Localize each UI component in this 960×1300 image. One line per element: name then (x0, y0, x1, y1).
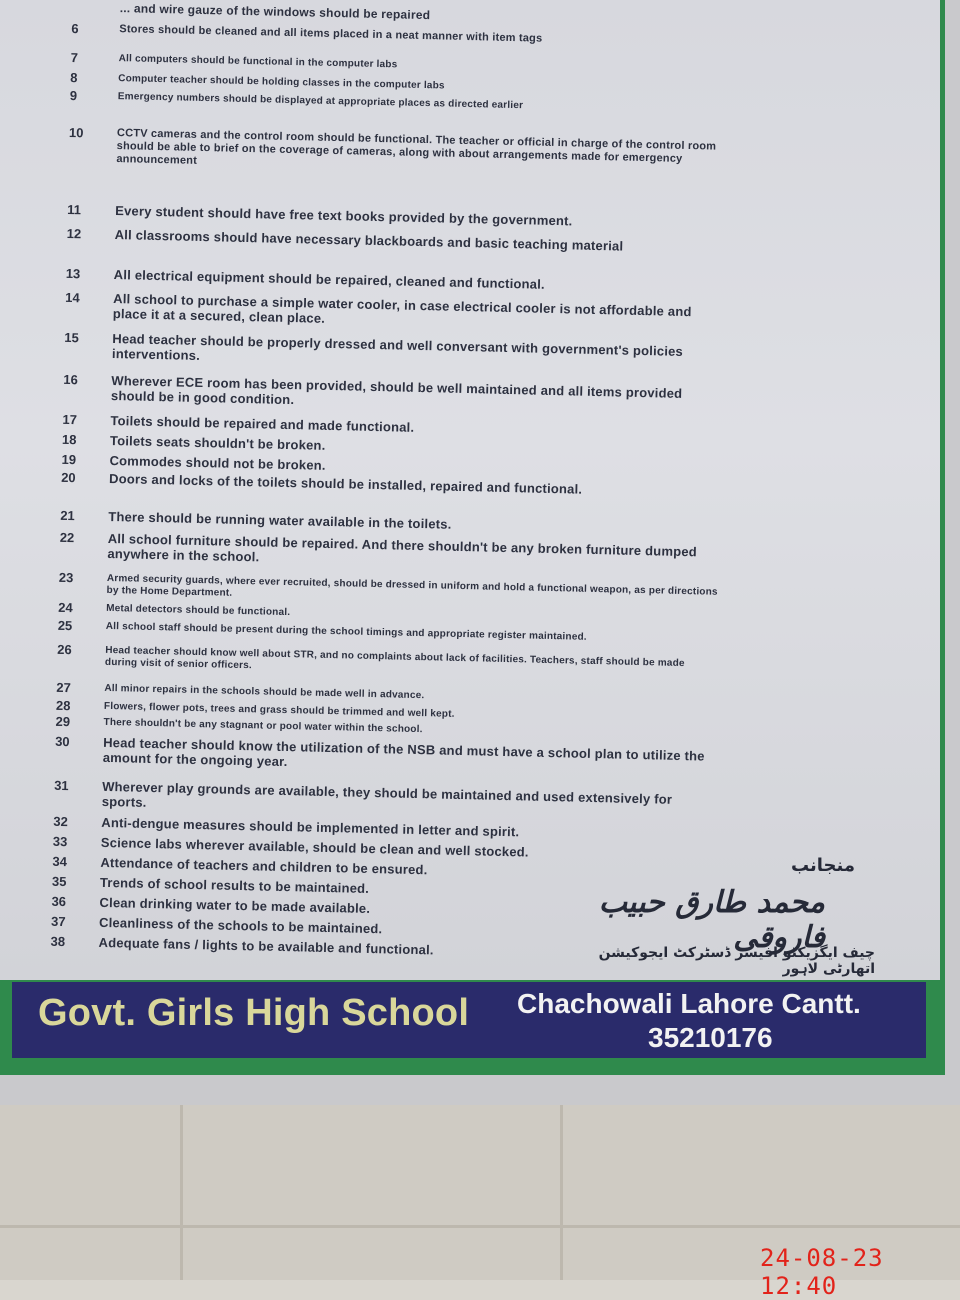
rule-item (65, 290, 726, 335)
rule-number: 13 (65, 265, 81, 282)
signature-from: منجانب (790, 855, 855, 876)
camera-timestamp: 24-08-23 12:40 (760, 1244, 884, 1300)
rule-text: Armed security guards, where ever recruited, should be dressed in uniform and hold a functional weapon, as per directions by the Home Department. (106, 572, 718, 599)
rule-text: Adequate fans / lights to be available and functional. (98, 934, 434, 958)
rule-number: 23 (58, 569, 74, 586)
rule-text: There shouldn't be any stagnant or pool water within the school. (103, 716, 423, 736)
rule-text: Trends of school results to be maintained. (99, 874, 370, 896)
school-name: Govt. Girls High School (38, 992, 470, 1034)
rule-text: Stores should be cleaned and all items placed in a neat manner with item tags (119, 23, 543, 45)
rule-item (68, 126, 729, 180)
rule-item (57, 641, 717, 683)
rule-number: 32 (53, 813, 68, 830)
rule-number: 22 (59, 529, 75, 546)
school-location: Chachowali Lahore Cantt. (517, 988, 861, 1019)
tile-grout (560, 1105, 563, 1280)
rule-text: There should be running water available in the toilets. (108, 508, 452, 532)
rule-text: Clean drinking water to be made available. (99, 894, 371, 916)
rule-text: Head teacher should be properly dressed and well conversant with government's policies interventions. (111, 331, 684, 363)
rule-text: Computer teacher should be holding classes in the computer labs (118, 73, 445, 92)
rule-number: 27 (56, 679, 72, 696)
rule-text: All school to purchase a simple water cooler, in case electrical cooler is not affordable and place it at a secured, clean place. (112, 291, 692, 326)
rule-text: Anti-dengue measures should be implemented in letter and spirit. (101, 814, 520, 840)
rule-number (72, 0, 120, 15)
rule-item (59, 530, 720, 575)
rule-text: Metal detectors should be functional. (106, 602, 291, 619)
rule-text: All school staff should be present during the school timings and appropriate register maintained. (105, 620, 587, 643)
rule-text: Head teacher should know the utilization of the NSB and must have a school plan to utilize the amount for the ongoing year. (102, 734, 705, 770)
rule-number: 8 (70, 69, 78, 86)
rule-item (64, 330, 725, 375)
rule-number: 30 (55, 733, 70, 750)
rule-number: 12 (66, 225, 82, 242)
rule-number: 16 (63, 371, 79, 388)
rule-text: ... and wire gauze of the windows should be repaired (119, 1, 431, 23)
rule-number: 15 (64, 329, 79, 346)
rule-text: Attendance of teachers and children to be ensured. (100, 854, 428, 878)
rule-number: 26 (57, 641, 72, 658)
school-phone: 35210176 (648, 1022, 773, 1053)
rule-text: All electrical equipment should be repaired, cleaned and functional. (113, 267, 545, 292)
tile-grout (180, 1105, 183, 1280)
rule-number: 25 (57, 617, 73, 634)
rule-text: Wherever ECE room has been provided, should be well maintained and all items provided should be in good condition. (110, 372, 683, 408)
rule-text: Flowers, flower pots, trees and grass should be trimmed and well kept. (103, 700, 455, 720)
rule-number: 33 (52, 833, 68, 850)
rule-text: CCTV cameras and the control room should be functional. The teacher or official in charge of the control room should be able to brief on the coverage of cameras, along with about arrangements made for emergency announcement (116, 127, 717, 167)
rule-number: 14 (65, 289, 80, 306)
rule-number: 6 (71, 20, 79, 37)
tile-grout (0, 1225, 960, 1228)
rule-item (67, 226, 727, 256)
rule-number: 19 (61, 451, 77, 468)
rule-number: 10 (68, 124, 84, 141)
rule-text: Head teacher should know well about STR, and no complaints about lack of facilities. Teachers, staff should be made during visit of senior officers. (104, 644, 685, 672)
rule-text: Cleanliness of the schools to be maintained. (98, 914, 383, 937)
rule-text: All minor repairs in the schools should be made well in advance. (104, 682, 425, 702)
rule-text: Toilets should be repaired and made functional. (110, 412, 415, 435)
rule-text: Doors and locks of the toilets should be installed, repaired and functional. (108, 470, 583, 497)
rule-number: 24 (58, 599, 73, 616)
rule-number: 18 (61, 431, 77, 448)
rule-text: Science labs wherever available, should be clean and well stocked. (100, 834, 529, 860)
rule-number: 31 (54, 777, 69, 794)
school-banner (12, 982, 926, 1058)
rule-number: 36 (51, 893, 67, 910)
rule-text: All classrooms should have necessary blackboards and basic teaching material (114, 227, 624, 254)
rule-number: 21 (60, 507, 75, 524)
rule-number: 28 (55, 697, 71, 714)
rule-text: Commodes should not be broken. (109, 452, 326, 473)
rule-text: Toilets seats shouldn't be broken. (109, 432, 326, 453)
rule-text: All school furniture should be repaired. And there shouldn't be any broken furniture dumped anywhere in the school. (107, 530, 698, 565)
rule-number: 37 (50, 913, 66, 930)
signature-block (585, 855, 885, 975)
rule-number: 17 (62, 411, 78, 428)
rule-number: 38 (50, 933, 66, 950)
rule-text: All computers should be functional in the computer labs (118, 53, 398, 71)
rule-number: 9 (69, 87, 78, 104)
rule-text: Wherever play grounds are available, they should be maintained and used extensively for sports. (101, 778, 673, 810)
signature-title: چیف ایگزیکٹو افیسر ڈسٹرکٹ ایجوکیشن اتھارٹی لاہور (598, 945, 875, 977)
rule-number: 35 (51, 873, 67, 890)
rule-number: 11 (67, 201, 82, 218)
signature-name: محمد طارق حبیب فاروقی (598, 885, 825, 955)
rule-text: Every student should have free text books provided by the government. (115, 203, 573, 229)
rule-item (63, 372, 724, 417)
rule-text: Emergency numbers should be displayed at appropriate places as directed earlier (117, 91, 524, 112)
rule-number: 20 (60, 469, 76, 486)
rule-number: 7 (70, 49, 79, 66)
rules-list (50, 0, 762, 980)
rule-number: 34 (52, 853, 68, 870)
rule-number: 29 (55, 713, 71, 730)
